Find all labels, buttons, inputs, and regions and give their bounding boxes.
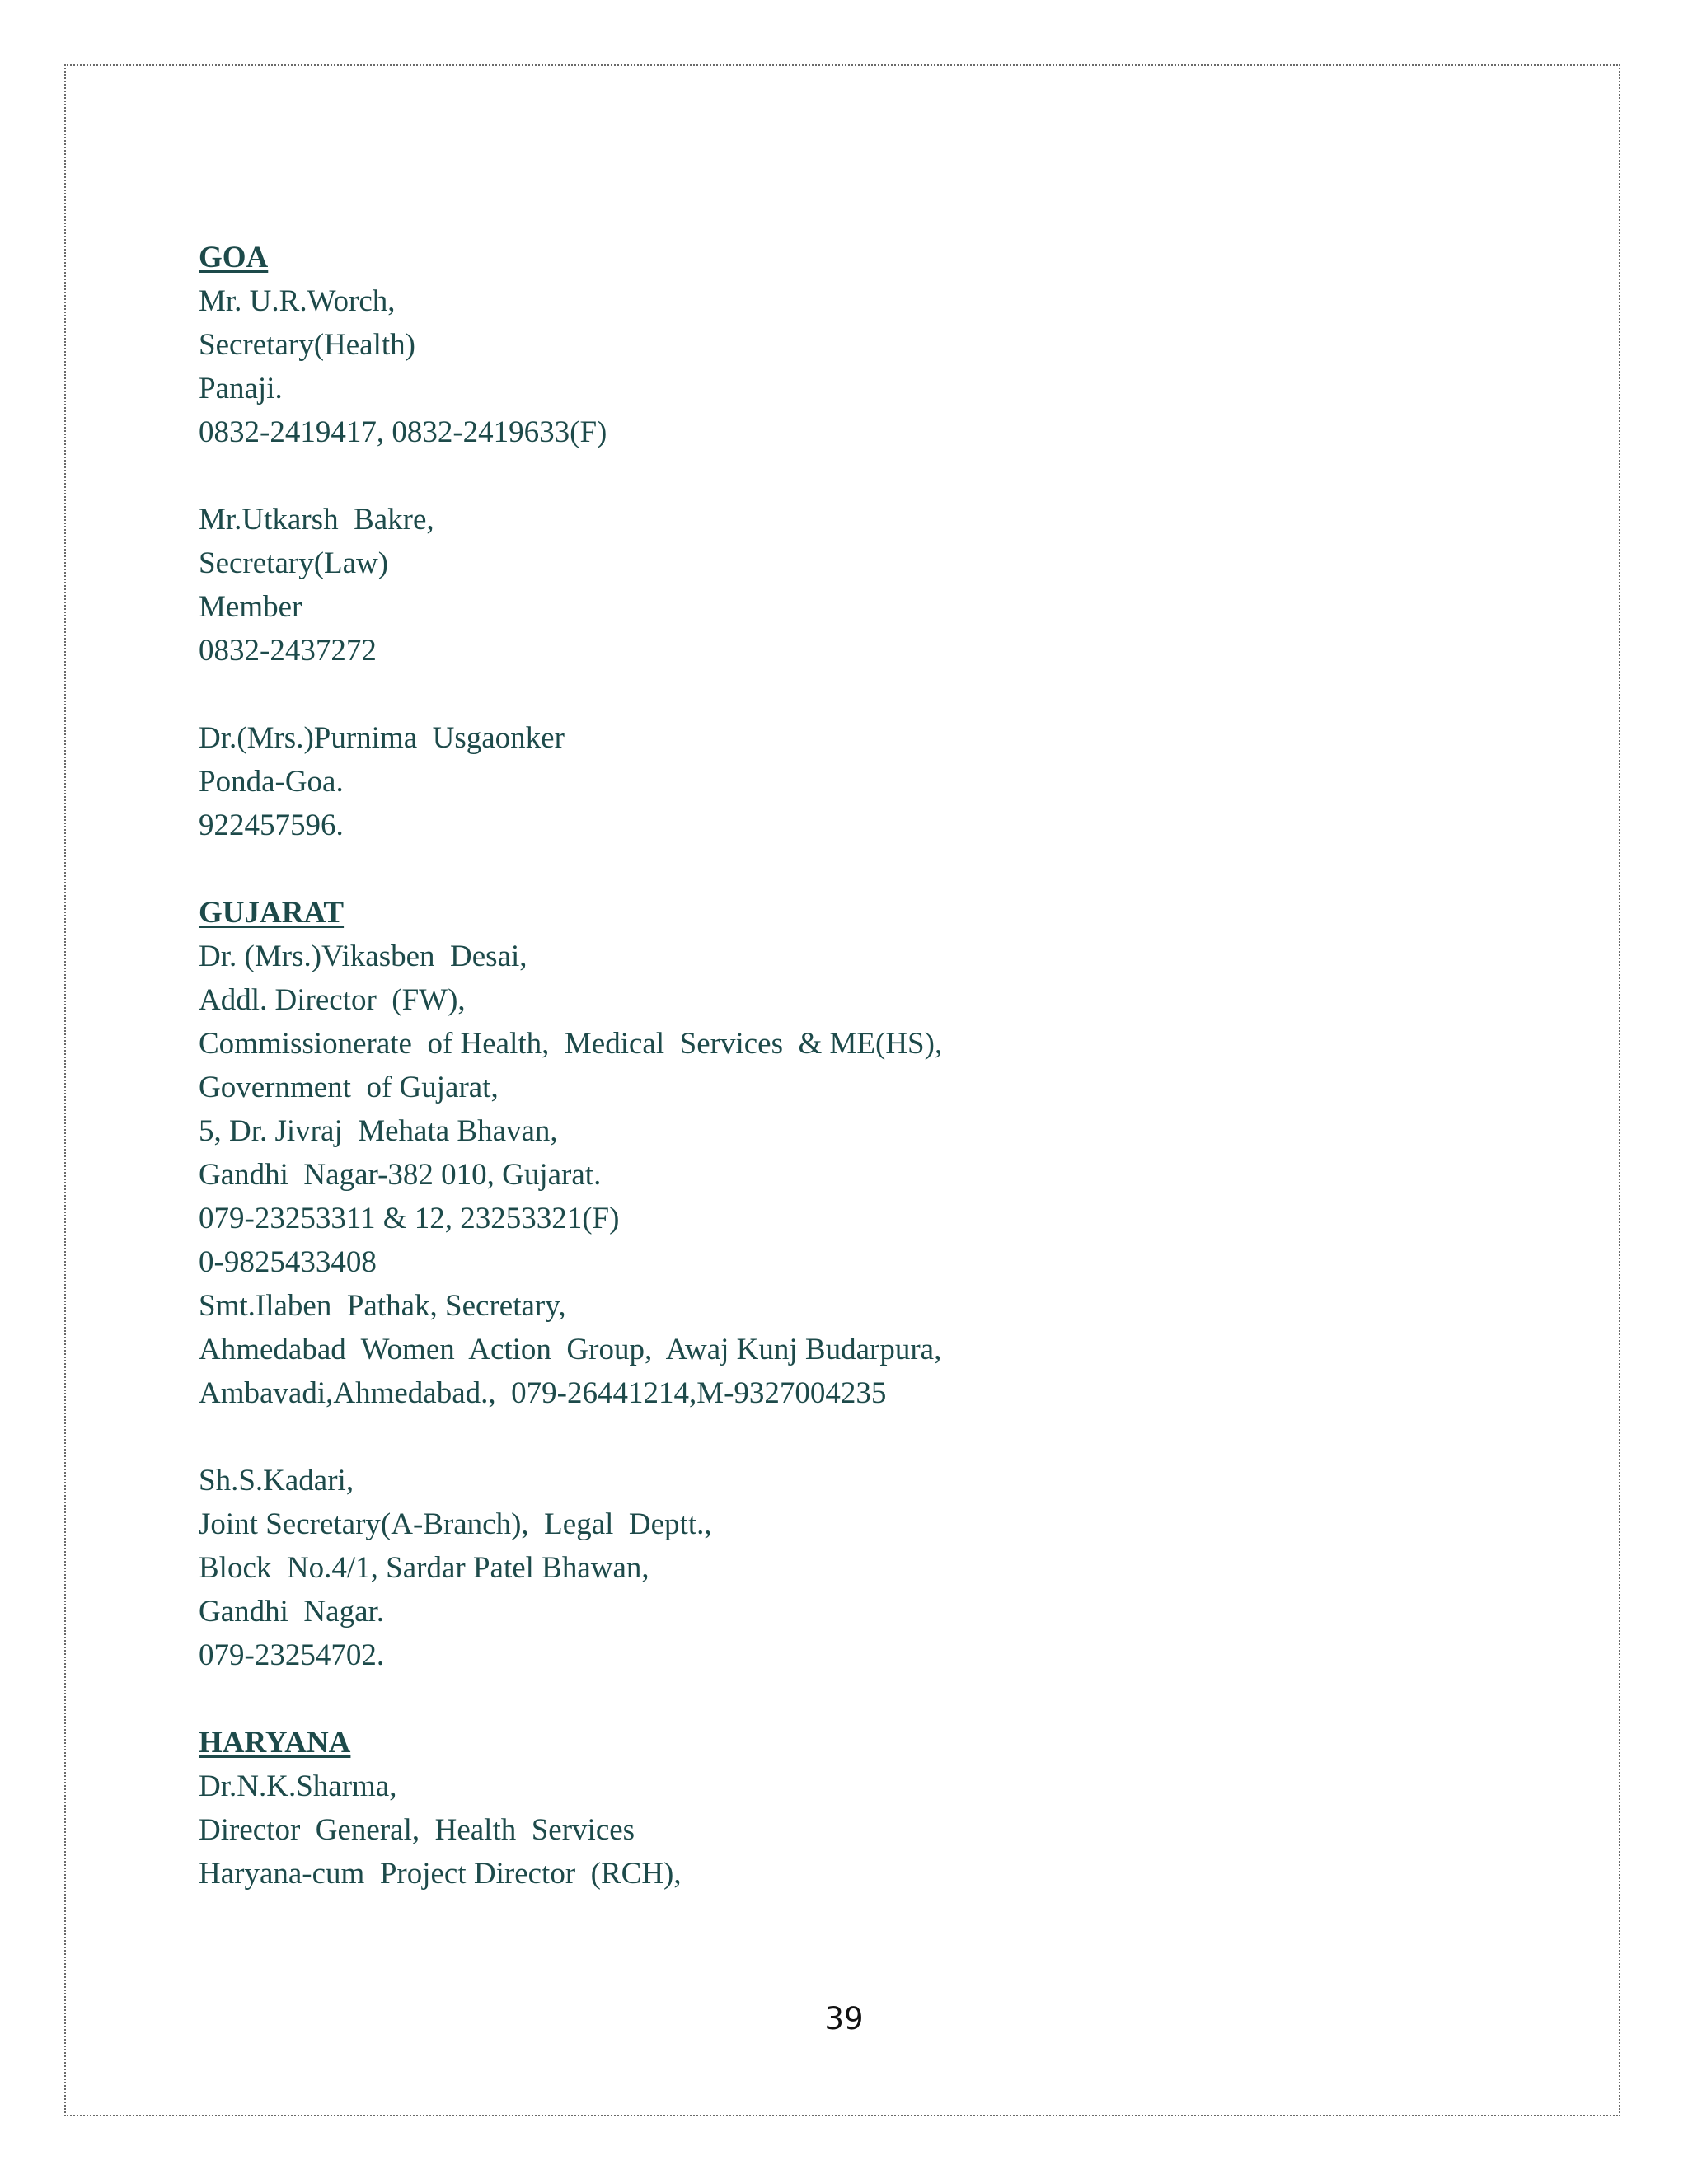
contact-phone: 079-23254702.: [199, 1638, 385, 1672]
contact-phone: 0832-2419417, 0832-2419633(F): [199, 415, 607, 449]
contact-line: 5, Dr. Jivraj Mehata Bhavan,: [199, 1114, 558, 1148]
contact-line: Member: [199, 590, 302, 624]
spacer: [199, 673, 1435, 716]
contact-line: Dr.(Mrs.)Purnima Usgaonker: [199, 721, 565, 755]
contact-line: Ponda-Goa.: [199, 765, 344, 799]
section-heading-goa: GOA: [199, 241, 269, 274]
contact-line: Block No.4/1, Sardar Patel Bhawan,: [199, 1551, 649, 1585]
contact-line: Commissionerate of Health, Medical Services & ME(HS),: [199, 1027, 943, 1061]
contact-line: Smt.Ilaben Pathak, Secretary,: [199, 1289, 566, 1323]
contact-line: Gandhi Nagar.: [199, 1595, 385, 1629]
contact-phone: 0832-2437272: [199, 634, 377, 668]
contact-line: Mr.Utkarsh Bakre,: [199, 503, 434, 537]
contact-line: Secretary(Law): [199, 546, 389, 580]
contact-line: Addl. Director (FW),: [199, 983, 466, 1017]
contact-line: Gandhi Nagar-382 010, Gujarat.: [199, 1158, 602, 1192]
contact-line: Joint Secretary(A-Branch), Legal Deptt.,: [199, 1507, 712, 1541]
contact-line: Secretary(Health): [199, 328, 415, 362]
page-number: 39: [824, 2001, 864, 2036]
contact-line: Dr.N.K.Sharma,: [199, 1769, 397, 1803]
contact-phone: 922457596.: [199, 808, 344, 842]
contact-phone: 0-9825433408: [199, 1245, 377, 1279]
contact-phone: 079-23253311 & 12, 23253321(F): [199, 1202, 620, 1235]
contact-line: Sh.S.Kadari,: [199, 1464, 354, 1497]
contact-line: Ahmedabad Women Action Group, Awaj Kunj Budarpura,: [199, 1333, 942, 1366]
document-body: [199, 236, 1435, 1896]
spacer: [199, 1677, 1435, 1721]
contact-line: Mr. U.R.Worch,: [199, 284, 396, 318]
contact-line: Panaji.: [199, 372, 283, 405]
spacer: [199, 1415, 1435, 1459]
contact-line: Ambavadi,Ahmedabad., 079-26441214,M-9327004235: [199, 1376, 887, 1410]
section-heading-haryana: HARYANA: [199, 1726, 351, 1760]
spacer: [199, 847, 1435, 891]
contact-line: Government of Gujarat,: [199, 1071, 499, 1104]
spacer: [199, 454, 1435, 498]
section-heading-gujarat: GUJARAT: [199, 896, 345, 930]
contact-line: Dr. (Mrs.)Vikasben Desai,: [199, 940, 528, 973]
contact-line: Haryana-cum Project Director (RCH),: [199, 1857, 682, 1891]
contact-line: Director General, Health Services: [199, 1813, 635, 1847]
